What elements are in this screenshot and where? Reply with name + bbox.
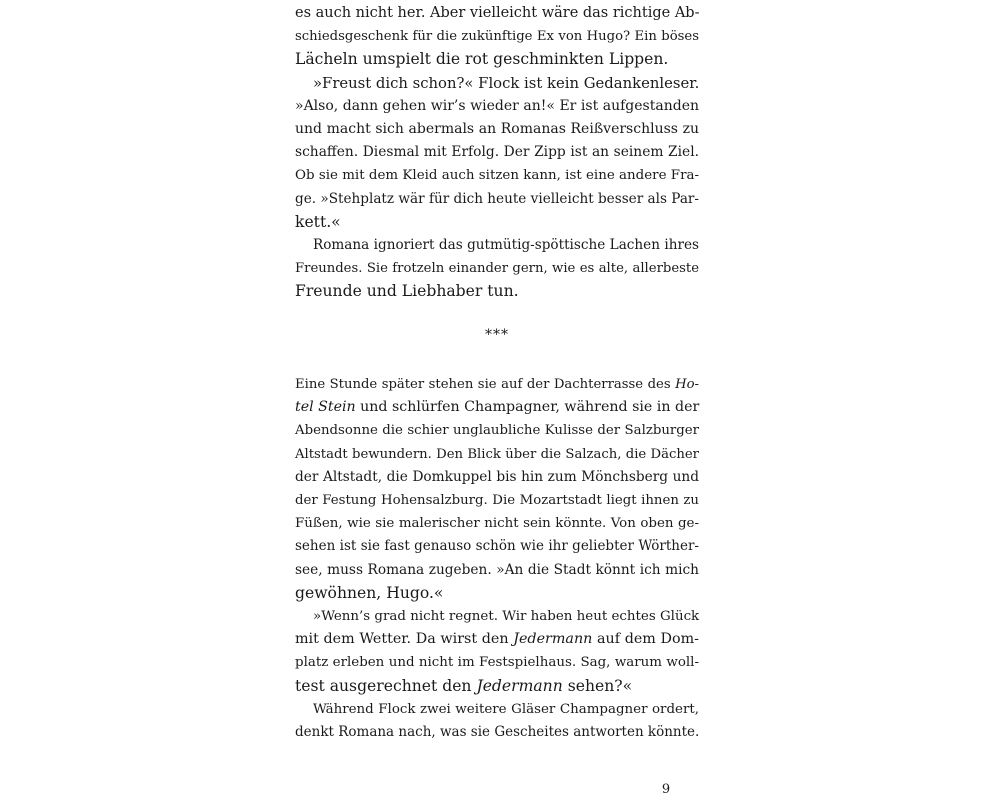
text-run: test ausgerechnet den [295, 676, 477, 695]
text-line: kett.« [295, 212, 341, 231]
text-line: Während Flock zwei weitere Gläser Champagner ordert, [313, 702, 699, 717]
text-line: ge. »Stehplatz wär für dich heute vielleicht besser als Par- [295, 190, 700, 207]
paragraph-4 [295, 373, 699, 605]
text-line: »Wenn’s grad nicht regnet. Wir haben heut echtes Glück [313, 609, 700, 624]
hotel-name-italic: Ho- [675, 377, 699, 392]
text-line [295, 396, 699, 419]
text-run: auf dem Dom- [592, 631, 699, 648]
text-run: sehen?« [562, 676, 633, 695]
text-run: Eine Stunde später stehen sie auf der Dachterrasse des [295, 377, 676, 392]
text-line [295, 628, 699, 651]
play-title-italic: Jedermann [513, 631, 593, 648]
text-line: es auch nicht her. Aber vielleicht wäre das richtige Ab- [295, 5, 700, 21]
page-number: 9 [661, 782, 671, 797]
text-run: und schlürfen Champagner, während sie in der [355, 399, 700, 416]
paragraph-5 [295, 605, 699, 698]
text-line: schaffen. Diesmal mit Erfolg. Der Zipp ist an seinem Ziel. [295, 144, 699, 161]
text-line: Altstadt bewundern. Den Blick über die Salzach, die Dächer [295, 446, 699, 462]
text-line: »Freust dich schon?« Flock ist kein Gedankenleser. [313, 74, 700, 92]
text-line [295, 373, 699, 396]
hotel-name-italic: tel Stein [295, 399, 356, 416]
paragraph-3 [295, 234, 699, 304]
text-line: Abendsonne die schier unglaubliche Kulisse der Salzburger [295, 423, 699, 439]
text-line: und macht sich abermals an Romanas Reißverschluss zu [295, 120, 699, 137]
paragraph-6 [295, 698, 699, 744]
text-line: Ob sie mit dem Kleid auch sitzen kann, ist eine andere Fra- [295, 168, 699, 184]
text-line: Füßen, wie sie malerischer nicht sein könnte. Von oben ge- [295, 516, 699, 532]
text-line: gewöhnen, Hugo.« [295, 583, 444, 602]
paragraph-1 [295, 2, 699, 72]
text-line: der Festung Hohensalzburg. Die Mozartstadt liegt ihnen zu [295, 492, 699, 508]
text-line: platz erleben und nicht im Festspielhaus. Sag, warum woll- [295, 655, 699, 671]
text-line: Freundes. Sie frotzeln einander gern, wie es alte, allerbeste [295, 261, 699, 277]
text-line: sehen ist sie fast genauso schön wie ihr geliebter Wörther- [295, 538, 699, 555]
text-line: der Altstadt, die Domkuppel bis hin zum Mönchsberg und [295, 468, 699, 485]
text-line: see, muss Romana zugeben. »An die Stadt könnt ich mich [295, 561, 699, 578]
text-line: Romana ignoriert das gutmütig-spöttische Lachen ihres [313, 237, 699, 253]
text-line: Freunde und Liebhaber tun. [295, 282, 519, 301]
text-run: mit dem Wetter. Da wirst den [295, 631, 514, 648]
paragraph-2 [295, 72, 699, 234]
text-line [295, 675, 699, 698]
play-title-italic: Jedermann [476, 676, 563, 695]
text-line: Lächeln umspielt die rot geschminkten Lippen. [295, 50, 669, 69]
text-line: denkt Romana nach, was sie Gescheites antworten könnte. [295, 724, 700, 741]
scene-break: *** [485, 327, 509, 343]
text-line: schiedsgeschenk für die zukünftige Ex von Hugo? Ein böses [295, 29, 699, 45]
text-line: »Also, dann gehen wir’s wieder an!« Er ist aufgestanden [295, 97, 699, 114]
